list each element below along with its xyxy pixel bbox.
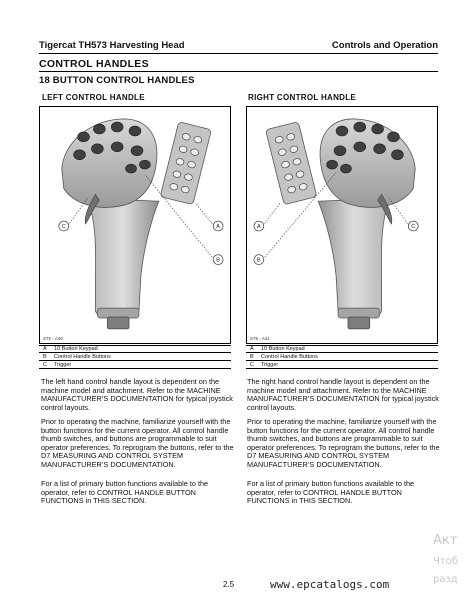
right-legend (246, 345, 438, 369)
left-handle-illustration (40, 107, 230, 343)
figure-code: S75 - A41 (250, 336, 270, 341)
watermark-line: Чтоб (433, 556, 458, 567)
callout-b: B (257, 257, 261, 264)
section-name: Controls and Operation (331, 40, 438, 51)
callout-c: C (411, 223, 416, 230)
left-paragraph-list: For a list of primary button functions available to the operator, refer to CONTROL HANDLE BUTTON FUNCTIONS in THIS SECTION. (41, 479, 209, 506)
callout-a: A (216, 223, 220, 230)
left-paragraph-layout: The left hand control handle layout is dependent on the machine model and attachment. Refer to the MACHINE MANUFACTURER’S DOCUMENTATION for typical joystick control layouts. (41, 377, 233, 412)
keypad-10-button (160, 122, 211, 205)
right-handle-figure (246, 106, 438, 344)
left-handle-heading: LEFT CONTROL HANDLE (42, 93, 145, 102)
right-paragraph-prior: Prior to operating the machine, familiarize yourself with the button functions for the current operator. All control handle thumb switches, and buttons are programmable to suit operator preferences. To reprogram the buttons, refer to the D7 MEASURING AND CONTROL SYSTEM MANUFACTURER’S DOCUMENTATION. (247, 417, 440, 469)
page-number: 2.5 (223, 580, 235, 589)
right-paragraph-list: For a list of primary button functions available to the operator, refer to CONTROL HANDLE BUTTON FUNCTIONS in THIS SECTION. (247, 479, 415, 506)
legend-row: B Control Handle Buttons (246, 353, 438, 361)
legend-row: B Control Handle Buttons (39, 353, 231, 361)
document-title: Tigercat TH573 Harvesting Head (39, 40, 185, 51)
legend-row: A 10 Button Keypad (39, 345, 231, 353)
legend-row: A 10 Button Keypad (246, 345, 438, 353)
watermark-line: Акт (433, 533, 458, 548)
callout-a: A (257, 223, 261, 230)
section-rule (39, 71, 438, 72)
left-legend (39, 345, 231, 369)
right-handle-illustration (247, 107, 437, 343)
callout-c: C (61, 223, 66, 230)
legend-row: C Trigger (246, 361, 438, 369)
watermark-line: разд (433, 574, 458, 585)
right-paragraph-layout: The right hand control handle layout is dependent on the machine model and attachment. Refer to the MACHINE MANUFACTURER’S DOCUMENTATION for typical joystick control layouts. (247, 377, 439, 412)
header-rule (39, 53, 438, 54)
right-handle-heading: RIGHT CONTROL HANDLE (248, 93, 357, 102)
left-handle-figure (39, 106, 231, 344)
section-title: CONTROL HANDLES (39, 58, 149, 70)
subsection-title: 18 BUTTON CONTROL HANDLES (39, 75, 195, 86)
callout-b: B (216, 257, 220, 264)
figure-code: S75 - A40 (43, 336, 63, 341)
left-paragraph-prior: Prior to operating the machine, familiarize yourself with the button functions for the current operator. All control handle thumb switches, and buttons are programmable to suit operator preferences. To reprogram the buttons, refer to the D7 MEASURING AND CONTROL SYSTEM MANUFACTURER’S DOCUMENTATION. (41, 417, 234, 469)
legend-row: C Trigger (39, 361, 231, 369)
keypad-10-button (266, 122, 317, 205)
footer-url: www.epcatalogs.com (270, 578, 390, 591)
